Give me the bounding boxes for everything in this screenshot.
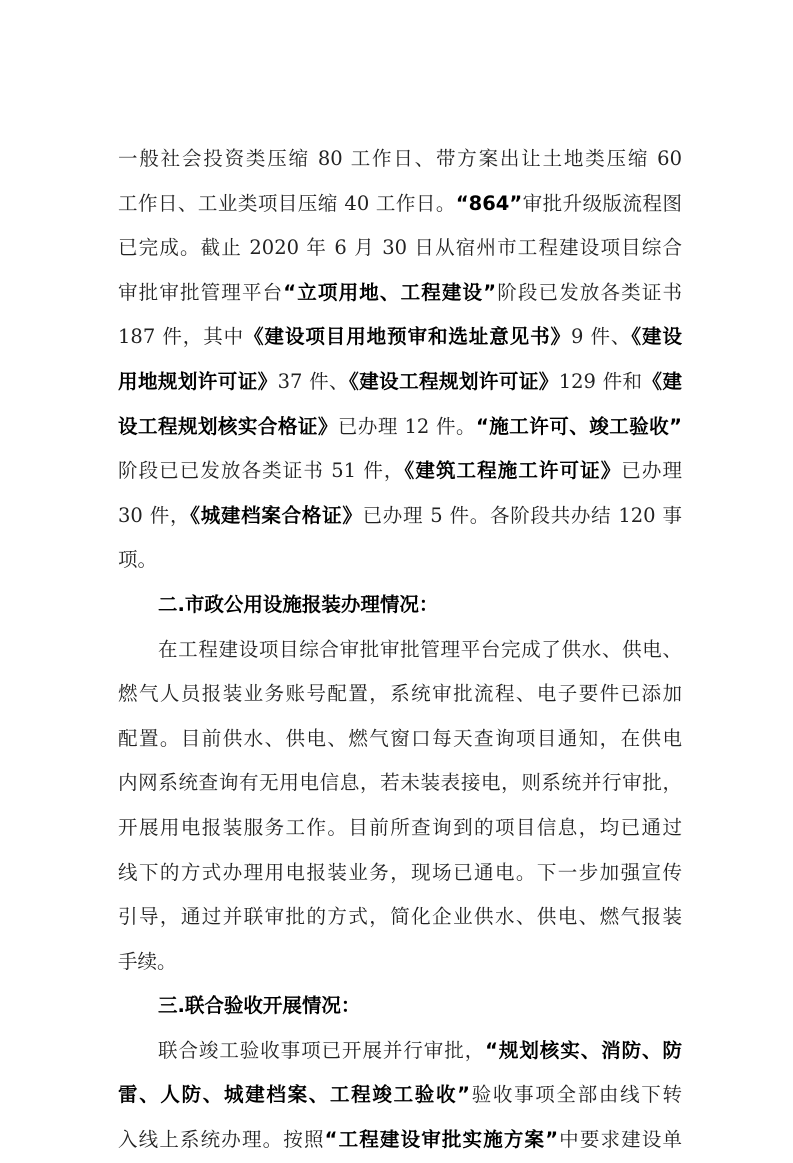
text: 阶段已已发放各类证书 51 件， [118,459,405,483]
text-line [118,494,682,539]
bold-text: “施工许可、竣工验收” [475,414,682,438]
text: 一般社会投资类压缩 80 工作日、带方案出让土地类压缩 60 [118,147,682,170]
text-line [118,1118,682,1163]
text: 验收事项全部由线下转 [470,1083,682,1107]
bold-text: “工程建设审批实施方案” [324,1128,559,1152]
bold-text: “规划核实、消防、防 [485,1038,682,1062]
text: 引导，通过并联审批的方式，简化企业供水、供电、燃气报装 [118,905,682,929]
bold-text: 《建 [642,369,682,393]
text: 37 件、 [277,369,349,393]
text-line [118,137,682,182]
text: 已办理 [621,459,682,483]
text-line [118,895,682,940]
text: 联合竣工验收事项已开展并行审批， [158,1038,486,1062]
bold-text: “立项用地、工程建设” [283,280,497,304]
text-line [118,984,682,1029]
text-line [118,1073,682,1118]
bold-text: 二.市政公用设施报装办理情况： [158,592,439,616]
text: 项。 [118,548,158,572]
text: 工作日、工业类项目压缩 40 工作日。 [118,191,456,215]
text-line [118,940,682,985]
text: 手续。 [118,949,177,973]
text: 已完成。截止 2020 年 6 月 30 日从宿州市工程建设项目综合 [118,236,682,260]
text-line [118,717,682,762]
text-line [118,360,682,405]
bold-text: 《建设工程规划许可证》 [349,369,559,393]
text-line [118,226,682,271]
bold-text: 三.联合验收开展情况： [158,994,361,1018]
text: 30 件， [118,503,191,527]
bold-text: 雷、人防、城建档案、工程竣工验收” [118,1083,470,1107]
text: 配置。目前供水、供电、燃气窗口每天查询项目通知，在供电 [118,726,682,750]
text: 中要求建设单 [558,1128,682,1152]
bold-text: 《城建档案合格证》 [190,503,363,527]
text-line [118,182,682,227]
bold-text: 《建设 [631,325,682,349]
text: 9 件、 [570,325,632,349]
text-line [118,1029,682,1074]
text: 阶段已发放各类证书 [496,280,682,304]
text-line [118,405,682,450]
bold-text: 用地规划许可证》 [118,369,278,393]
text-line [118,628,682,673]
text-line [118,672,682,717]
text-line [118,449,682,494]
text: 线下的方式办理用电报装业务，现场已通电。下一步加强宣传 [118,860,682,884]
bold-text: “864” [455,191,523,215]
bold-text: 《建筑工程施工许可证》 [404,459,622,483]
text-line [118,315,682,360]
text: 在工程建设项目综合审批审批管理平台完成了供水、供电、 [158,637,682,661]
text: 审批升级版流程图 [522,191,682,215]
text: 已办理 12 件。 [337,414,476,438]
text-line [118,583,682,628]
text: 审批审批管理平台 [118,280,284,304]
document-body [118,137,682,1163]
text-line [118,851,682,896]
text: 开展用电报装服务工作。目前所查询到的项目信息，均已通过 [118,815,682,839]
text-line [118,271,682,316]
text: 已办理 5 件。各阶段共办结 120 事 [362,503,682,527]
text: 内网系统查询有无用电信息，若未装表接电，则系统并行审批， [118,771,682,795]
text: 187 件，其中 [118,325,245,349]
text: 129 件和 [558,369,643,393]
text-line [118,806,682,851]
text: 燃气人员报装业务账号配置，系统审批流程、电子要件已添加 [118,682,682,706]
text-line [118,761,682,806]
bold-text: 《建设项目用地预审和选址意见书》 [244,325,571,349]
bold-text: 设工程规划核实合格证》 [118,414,338,438]
text: 入线上系统办理。按照 [118,1128,325,1152]
text-line [118,538,682,583]
